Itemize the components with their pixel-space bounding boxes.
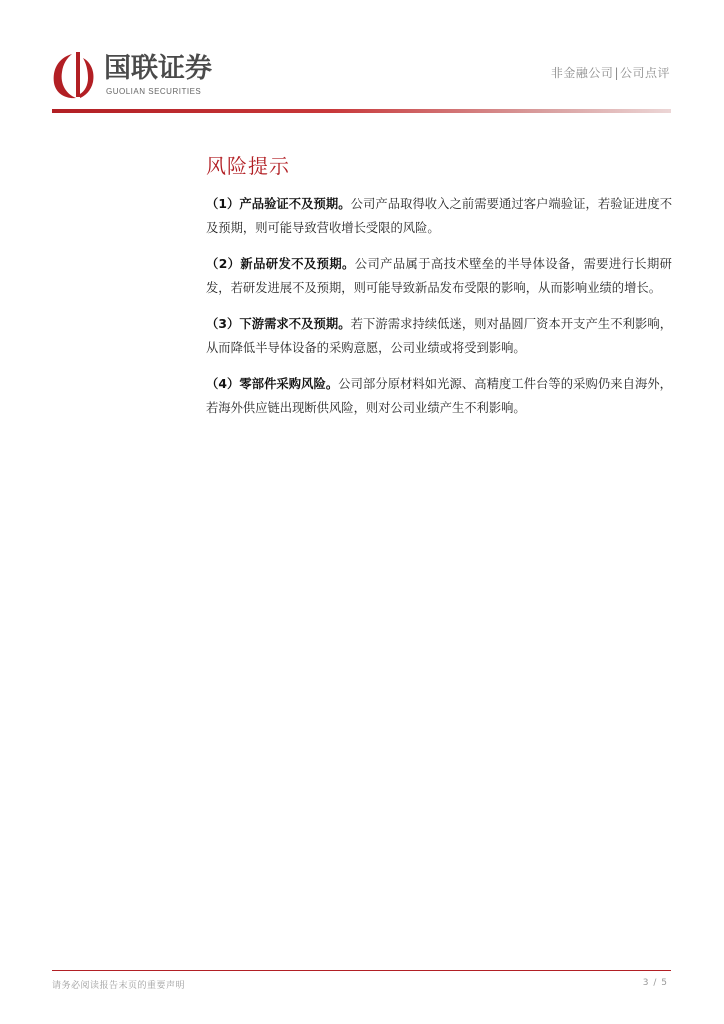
logo-english-name: GUOLIAN SECURITIES xyxy=(106,87,202,96)
document-category xyxy=(551,64,670,81)
risk-heading: （4）零部件采购风险。 xyxy=(206,377,339,391)
risk-text: 公司部分原材料如光源、高精度工件台等的采购仍来自海外，若海外供应链出现断供风险，则对公司业绩产生不利影响。 xyxy=(206,377,672,415)
risk-heading: （1）产品验证不及预期。 xyxy=(206,197,351,211)
page-number: 3 / 5 xyxy=(642,978,668,988)
risk-heading: （3）下游需求不及预期。 xyxy=(206,317,351,331)
risk-heading: （2）新品研发不及预期。 xyxy=(206,257,355,271)
section-title: 风险提示 xyxy=(206,154,290,178)
risk-paragraph xyxy=(206,192,672,240)
header-divider xyxy=(52,109,671,113)
company-logo xyxy=(50,50,240,100)
risk-paragraph xyxy=(206,372,672,420)
category-label: 非金融公司 xyxy=(550,66,614,80)
category-separator: | xyxy=(614,66,619,80)
risk-text: 公司产品取得收入之前需要通过客户端验证，若验证进度不及预期，则可能导致营收增长受限的风险。 xyxy=(206,197,672,235)
risk-text: 若下游需求持续低迷，则对晶圆厂资本开支产生不利影响，从而降低半导体设备的采购意愿，公司业绩或将受到影响。 xyxy=(206,317,672,355)
page-header xyxy=(0,0,724,118)
footer-divider xyxy=(52,970,671,971)
footer-disclaimer: 请务必阅读报告末页的重要声明 xyxy=(52,981,186,991)
risk-content xyxy=(206,192,672,432)
report-type-label: 公司点评 xyxy=(619,66,670,80)
risk-paragraph xyxy=(206,252,672,300)
logo-chinese-name: 国联证券 xyxy=(104,53,212,84)
risk-paragraph xyxy=(206,312,672,360)
guolian-logo-icon xyxy=(50,50,96,100)
risk-text: 公司产品属于高技术壁垒的半导体设备，需要进行长期研发，若研发进展不及预期，则可能导致新品发布受限的影响，从而影响业绩的增长。 xyxy=(206,257,672,295)
